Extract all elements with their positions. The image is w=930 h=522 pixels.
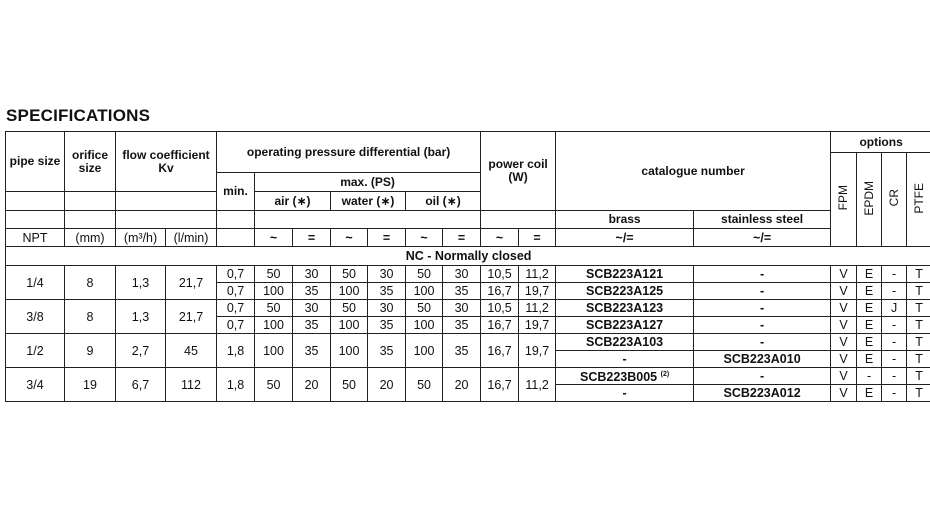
header-flow-coefficient: flow coefficient Kv — [116, 132, 217, 192]
brass-code-cell — [556, 368, 694, 385]
air-ac: 100 — [255, 334, 293, 368]
opt-ptfe: T — [907, 368, 930, 385]
opt-epdm: E — [857, 351, 882, 368]
brass-code: SCB223A127 — [556, 317, 694, 334]
opt-cr: - — [882, 368, 907, 385]
water-ac: 100 — [331, 334, 368, 368]
kv-m3h: 2,7 — [116, 334, 166, 368]
header-row-1 — [6, 132, 930, 153]
opt-ptfe: T — [907, 351, 930, 368]
opt-cr: - — [882, 283, 907, 300]
air-dc: 35 — [293, 283, 331, 300]
pipe-size: 1/2 — [6, 334, 65, 368]
oil-ac: 100 — [406, 317, 443, 334]
kv-lmin: 45 — [166, 334, 217, 368]
coil-dc: 19,7 — [519, 334, 556, 368]
header-catalogue-number: catalogue number — [556, 132, 831, 211]
header-air: air (∗) — [255, 192, 331, 211]
air-ac: 50 — [255, 368, 293, 402]
table-row — [6, 368, 930, 385]
oil-dc: 35 — [443, 334, 481, 368]
opt-epdm: E — [857, 317, 882, 334]
water-dc: 30 — [368, 266, 406, 283]
water-dc: 35 — [368, 283, 406, 300]
brass-code: SCB223A103 — [556, 334, 694, 351]
header-brass: brass — [556, 211, 694, 229]
header-power-coil: power coil (W) — [481, 132, 556, 211]
header-stainless-steel: stainless steel — [694, 211, 831, 229]
table-row — [6, 334, 930, 351]
kv-lmin: 21,7 — [166, 266, 217, 300]
unit-min-blank — [217, 229, 255, 247]
water-dc: 35 — [368, 317, 406, 334]
header-pipe-size: pipe size — [6, 132, 65, 192]
coil-ac: 16,7 — [481, 368, 519, 402]
opt-fpm: V — [831, 385, 857, 402]
section-label: NC - Normally closed — [6, 247, 930, 266]
oil-ac: 50 — [406, 368, 443, 402]
ptfe-label: PTFE — [911, 182, 926, 214]
section-row — [6, 247, 930, 266]
opt-ptfe: T — [907, 283, 930, 300]
water-dc: 20 — [368, 368, 406, 402]
opt-ptfe: T — [907, 300, 930, 317]
opt-ptfe: T — [907, 334, 930, 351]
coil-ac: 16,7 — [481, 317, 519, 334]
stainless-code: SCB223A012 — [694, 385, 831, 402]
opt-fpm: V — [831, 317, 857, 334]
opt-ptfe: T — [907, 266, 930, 283]
opt-fpm: V — [831, 283, 857, 300]
opt-cr: - — [882, 351, 907, 368]
water-ac: 50 — [331, 300, 368, 317]
opt-epdm: E — [857, 334, 882, 351]
kv-m3h: 1,3 — [116, 300, 166, 334]
oil-dc: 30 — [443, 300, 481, 317]
orifice: 8 — [65, 266, 116, 300]
opt-epdm: E — [857, 385, 882, 402]
header-row-5 — [6, 211, 930, 229]
oil-dc: 35 — [443, 283, 481, 300]
water-ac: 100 — [331, 317, 368, 334]
opt-fpm: V — [831, 368, 857, 385]
unit-coil-dc: = — [519, 229, 556, 247]
header-max-ps: max. (PS) — [255, 173, 481, 192]
pipe-size: 3/4 — [6, 368, 65, 402]
opt-ptfe: T — [907, 317, 930, 334]
air-dc: 20 — [293, 368, 331, 402]
unit-kv-lmin: (l/min) — [166, 229, 217, 247]
orifice: 19 — [65, 368, 116, 402]
header-oil: oil (∗) — [406, 192, 481, 211]
min: 0,7 — [217, 266, 255, 283]
water-dc: 30 — [368, 300, 406, 317]
opt-ptfe: T — [907, 385, 930, 402]
stainless-code: SCB223A010 — [694, 351, 831, 368]
opt-cr: - — [882, 334, 907, 351]
water-dc: 35 — [368, 334, 406, 368]
specifications-table — [5, 131, 930, 402]
oil-ac: 100 — [406, 334, 443, 368]
water-ac: 50 — [331, 266, 368, 283]
header-blank-orifice-2 — [65, 211, 116, 229]
brass-code: SCB223A123 — [556, 300, 694, 317]
coil-dc: 11,2 — [519, 368, 556, 402]
header-blank-kv-2 — [116, 211, 217, 229]
brass-code: SCB223A125 — [556, 283, 694, 300]
unit-stainless-acdc: ~/= — [694, 229, 831, 247]
water-ac: 50 — [331, 368, 368, 402]
pipe-size: 3/8 — [6, 300, 65, 334]
air-ac: 50 — [255, 266, 293, 283]
coil-ac: 16,7 — [481, 283, 519, 300]
oil-dc: 20 — [443, 368, 481, 402]
header-min: min. — [217, 173, 255, 211]
header-fpm — [831, 153, 857, 247]
unit-pipe: NPT — [6, 229, 65, 247]
air-dc: 30 — [293, 266, 331, 283]
brass-code: - — [556, 351, 694, 368]
page-title: SPECIFICATIONS — [6, 106, 151, 125]
unit-air-ac: ~ — [255, 229, 293, 247]
coil-ac: 16,7 — [481, 334, 519, 368]
oil-ac: 50 — [406, 266, 443, 283]
stainless-code: - — [694, 368, 831, 385]
opt-cr: J — [882, 300, 907, 317]
opt-epdm: E — [857, 300, 882, 317]
stainless-code: - — [694, 266, 831, 283]
header-ptfe — [907, 153, 930, 247]
header-operating-pressure: operating pressure differential (bar) — [217, 132, 481, 173]
header-blank-min — [217, 211, 255, 229]
unit-kv-m3h: (m³/h) — [116, 229, 166, 247]
min: 1,8 — [217, 368, 255, 402]
stainless-code: - — [694, 283, 831, 300]
footnote-ref: (2) — [660, 371, 670, 378]
coil-ac: 10,5 — [481, 300, 519, 317]
stainless-code: - — [694, 300, 831, 317]
header-blank-pipe — [6, 192, 65, 211]
brass-code: SCB223A121 — [556, 266, 694, 283]
air-ac: 50 — [255, 300, 293, 317]
header-options: options — [831, 132, 930, 153]
opt-cr: - — [882, 317, 907, 334]
table-row — [6, 300, 930, 317]
min: 1,8 — [217, 334, 255, 368]
unit-water-dc: = — [368, 229, 406, 247]
header-epdm — [857, 153, 882, 247]
header-cr — [882, 153, 907, 247]
opt-fpm: V — [831, 300, 857, 317]
unit-orifice: (mm) — [65, 229, 116, 247]
unit-coil-ac: ~ — [481, 229, 519, 247]
unit-oil-ac: ~ — [406, 229, 443, 247]
air-dc: 35 — [293, 317, 331, 334]
header-blank-orifice — [65, 192, 116, 211]
coil-dc: 11,2 — [519, 266, 556, 283]
brass-code: - — [556, 385, 694, 402]
unit-water-ac: ~ — [331, 229, 368, 247]
stainless-code: - — [694, 317, 831, 334]
fpm-label: FPM — [836, 185, 851, 211]
units-row — [6, 229, 930, 247]
table-row — [6, 266, 930, 283]
header-blank-pipe-2 — [6, 211, 65, 229]
header-blank-coil — [481, 211, 556, 229]
kv-m3h: 1,3 — [116, 266, 166, 300]
oil-dc: 30 — [443, 266, 481, 283]
header-orifice-size: orifice size — [65, 132, 116, 192]
air-dc: 35 — [293, 334, 331, 368]
kv-lmin: 112 — [166, 368, 217, 402]
orifice: 9 — [65, 334, 116, 368]
opt-cr: - — [882, 266, 907, 283]
cr-label: CR — [886, 189, 901, 207]
air-ac: 100 — [255, 317, 293, 334]
water-ac: 100 — [331, 283, 368, 300]
min: 0,7 — [217, 283, 255, 300]
coil-dc: 11,2 — [519, 300, 556, 317]
kv-m3h: 6,7 — [116, 368, 166, 402]
oil-ac: 50 — [406, 300, 443, 317]
opt-epdm: E — [857, 283, 882, 300]
opt-cr: - — [882, 385, 907, 402]
header-water: water (∗) — [331, 192, 406, 211]
opt-epdm: E — [857, 266, 882, 283]
air-ac: 100 — [255, 283, 293, 300]
opt-fpm: V — [831, 266, 857, 283]
unit-oil-dc: = — [443, 229, 481, 247]
pipe-size: 1/4 — [6, 266, 65, 300]
unit-air-dc: = — [293, 229, 331, 247]
header-blank-kv — [116, 192, 217, 211]
coil-dc: 19,7 — [519, 317, 556, 334]
brass-code: SCB223B005 — [579, 370, 658, 385]
coil-ac: 10,5 — [481, 266, 519, 283]
coil-dc: 19,7 — [519, 283, 556, 300]
opt-epdm: - — [857, 368, 882, 385]
opt-fpm: V — [831, 334, 857, 351]
oil-ac: 100 — [406, 283, 443, 300]
header-blank-pressure — [255, 211, 481, 229]
epdm-label: EPDM — [861, 180, 876, 216]
unit-brass-acdc: ~/= — [556, 229, 694, 247]
kv-lmin: 21,7 — [166, 300, 217, 334]
opt-fpm: V — [831, 351, 857, 368]
min: 0,7 — [217, 317, 255, 334]
stainless-code: - — [694, 334, 831, 351]
oil-dc: 35 — [443, 317, 481, 334]
air-dc: 30 — [293, 300, 331, 317]
min: 0,7 — [217, 300, 255, 317]
orifice: 8 — [65, 300, 116, 334]
